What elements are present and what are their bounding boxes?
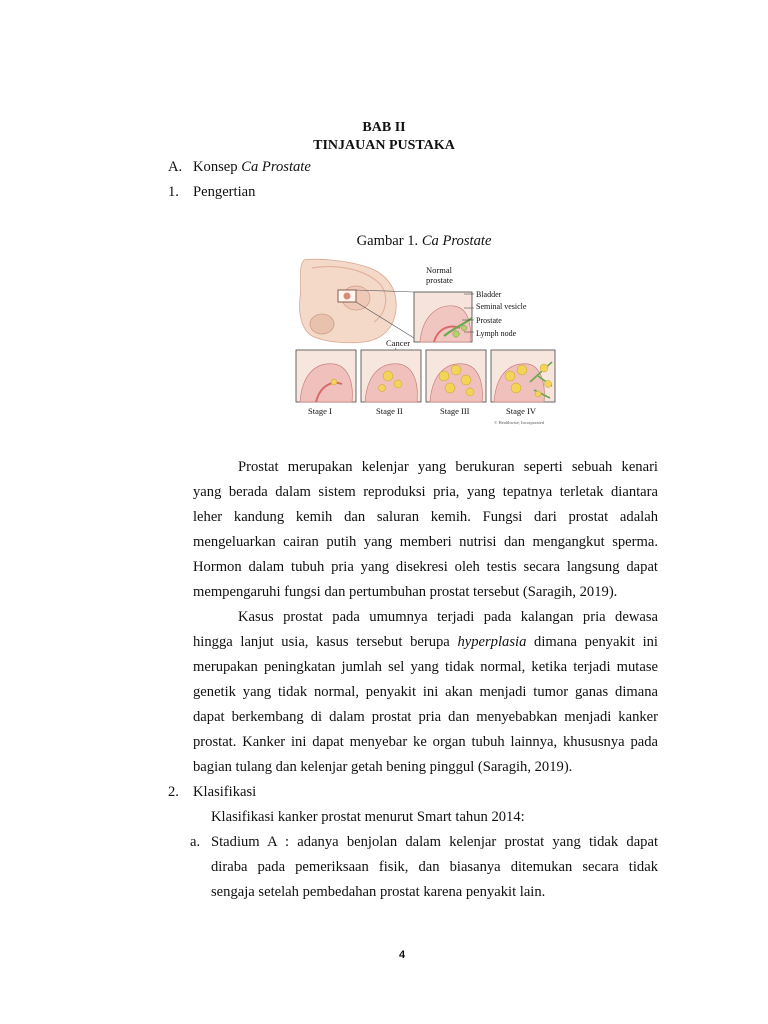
label-stage-2: Stage II bbox=[376, 406, 403, 416]
paragraph-1-line: Hormon dalam tubuh pria yang disekresi oleh testis secara langsung dapat bbox=[193, 559, 658, 575]
label-normal-1: Normal bbox=[426, 265, 452, 275]
label-stage-4: Stage IV bbox=[506, 406, 536, 416]
paragraph-1-line: leher kandung kemih dan saluran kemih. Fungsi dari prostat adalah bbox=[193, 509, 658, 525]
figure-caption bbox=[40, 229, 768, 254]
paragraph-1-line: Prostat merupakan kelenjar yang berukuran seperti sebuah kenari bbox=[238, 459, 658, 475]
figure-caption-prefix: Gambar 1. bbox=[356, 233, 422, 249]
chapter-title: TINJAUAN PUSTAKA bbox=[313, 138, 455, 153]
stage-panel-3 bbox=[426, 350, 486, 402]
prostate-cancer-illustration bbox=[294, 258, 560, 428]
paragraph-2-line bbox=[193, 630, 658, 655]
item-a-line: Stadium A : adanya benjolan dalam kelenjar prostat yang tidak dapat bbox=[211, 834, 658, 850]
paragraph-1-line: mengeluarkan cairan putih yang memberi nutrisi dan mengangkut sperma. bbox=[193, 534, 658, 550]
label-prostate: Prostate bbox=[476, 316, 502, 325]
normal-prostate-inset bbox=[414, 292, 472, 342]
paragraph-2-line: merupakan peningkatan jumlah sel yang tidak normal, ketika terjadi mutase bbox=[193, 659, 658, 675]
body-silhouette bbox=[300, 259, 397, 343]
item-a-line: diraba pada pemeriksaan fisik, dan biasanya ditemukan secara tidak bbox=[211, 859, 658, 875]
stage-panel-1 bbox=[296, 350, 356, 402]
label-cancer: Cancer bbox=[386, 338, 411, 348]
label-normal-2: prostate bbox=[426, 275, 453, 285]
chapter-label: BAB II bbox=[362, 120, 406, 135]
section-a-heading bbox=[193, 155, 311, 180]
sub2-marker: 2. bbox=[168, 784, 179, 800]
classification-intro: Klasifikasi kanker prostat menurut Smart tahun 2014: bbox=[211, 809, 525, 825]
section-a-text: Konsep bbox=[193, 159, 242, 175]
label-stage-1: Stage I bbox=[308, 406, 332, 416]
label-stage-3: Stage III bbox=[440, 406, 470, 416]
item-a-marker: a. bbox=[190, 834, 201, 850]
item-a-line: sengaja setelah pembedahan prostat karena penyakit lain. bbox=[211, 884, 546, 900]
paragraph-2-line: bagian tulang dan kelenjar getah bening pinggul (Saragih, 2019). bbox=[193, 759, 573, 775]
stage-panel-2 bbox=[361, 350, 421, 402]
section-a-italic: Ca Prostate bbox=[241, 159, 311, 175]
paragraph-2-line: dapat berkembang di dalam prostat pria dan menyebabkan menjadi kanker bbox=[193, 709, 658, 725]
sub1-marker: 1. bbox=[168, 184, 179, 200]
sub2-heading: Klasifikasi bbox=[193, 784, 257, 800]
sub1-heading: Pengertian bbox=[193, 184, 256, 200]
hyperplasia-term: hyperplasia bbox=[457, 634, 527, 650]
paragraph-1-line: yang berada dalam sistem reproduksi pria, yang tepatnya terletak diantara bbox=[193, 484, 658, 500]
label-bladder: Bladder bbox=[476, 290, 502, 299]
section-a-marker: A. bbox=[168, 159, 183, 175]
paragraph-2-line: genetik yang tidak normal, penyakit ini akan menjadi tumor ganas dimana bbox=[193, 684, 658, 700]
paragraph-2-line: prostat. Kanker ini dapat menyebar ke organ tubuh lainnya, khususnya pada bbox=[193, 734, 658, 750]
paragraph-1-line: mempengaruhi fungsi dan pertumbuhan prostat tersebut (Saragih, 2019). bbox=[193, 584, 618, 600]
paragraph-2-line: Kasus prostat pada umumnya terjadi pada kalangan pria dewasa bbox=[238, 609, 658, 625]
figure-caption-italic: Ca Prostate bbox=[421, 233, 492, 249]
label-seminal-vesicle: Seminal vesicle bbox=[476, 302, 527, 311]
page-number: 4 bbox=[398, 949, 406, 961]
label-copyright: © Healthwise, Incorporated bbox=[494, 420, 545, 425]
stage-panel-4 bbox=[491, 350, 555, 402]
label-lymph-node: Lymph node bbox=[476, 329, 517, 338]
paragraph-2-line2-pre: hingga lanjut usia, kasus tersebut berupa bbox=[193, 634, 458, 650]
paragraph-2-line2-post: dimana penyakit ini bbox=[526, 634, 658, 650]
